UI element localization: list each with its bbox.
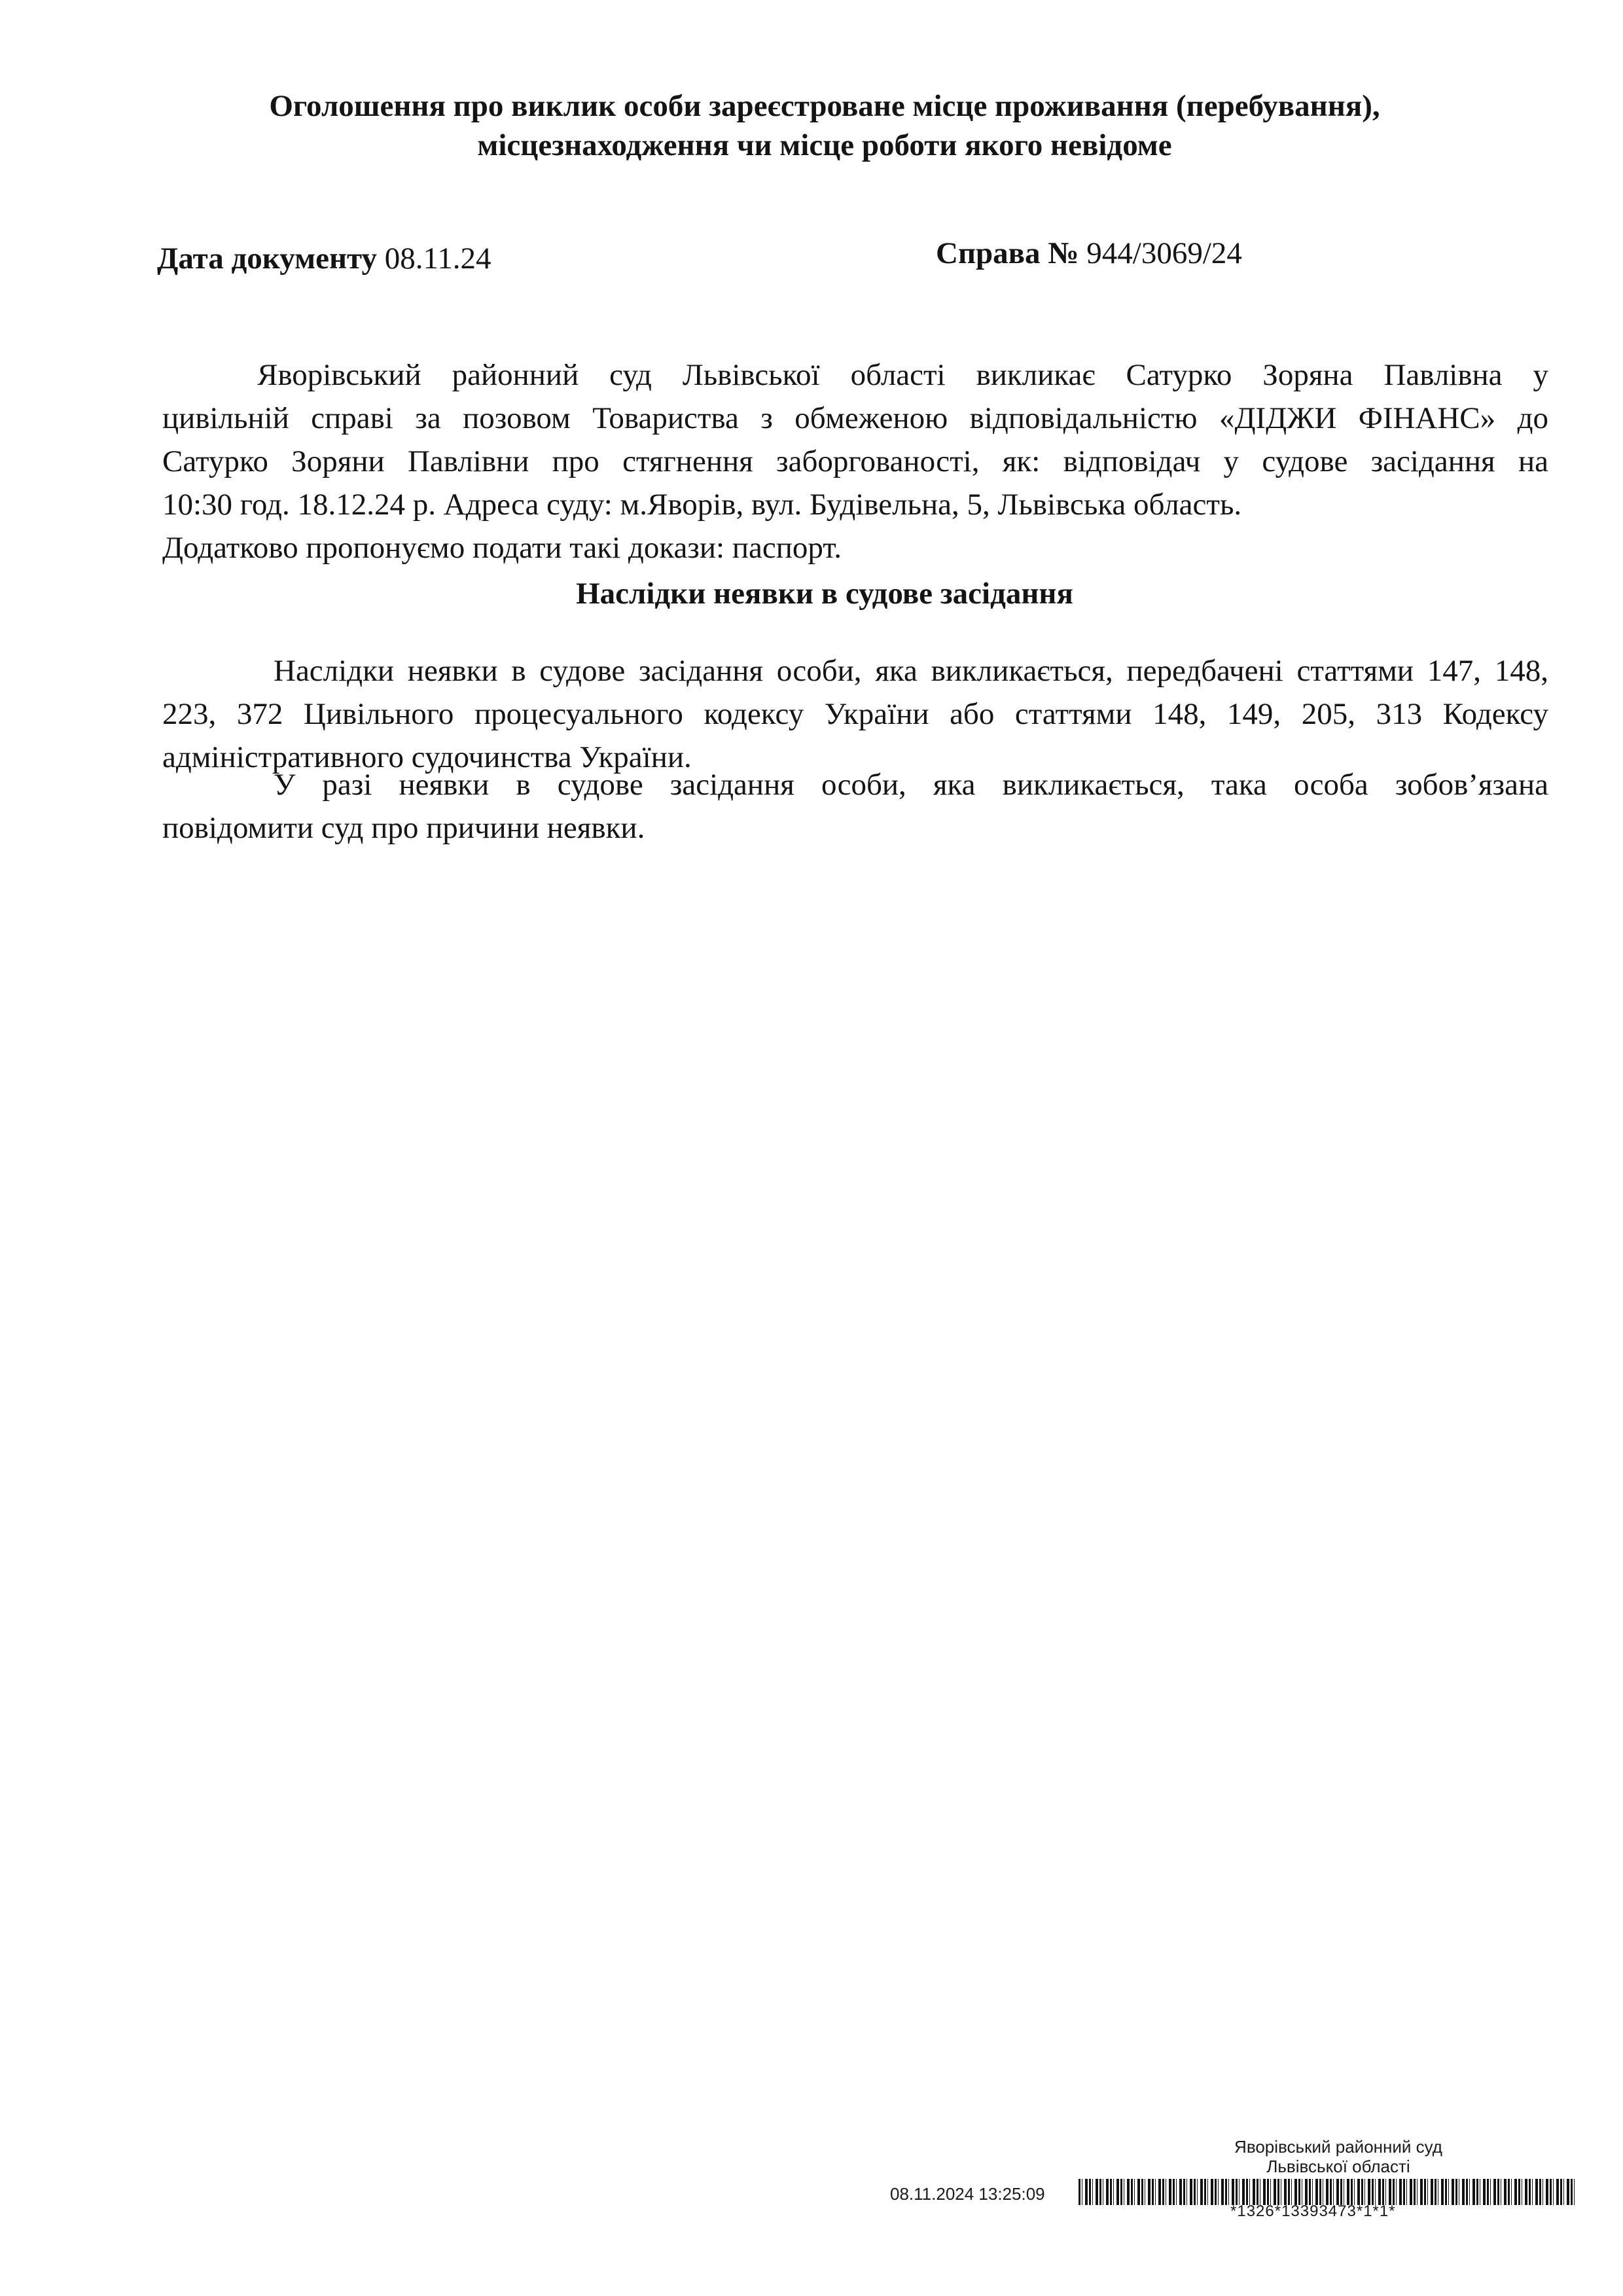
title-line-1: Оголошення про виклик особи зареєстроване місце проживання (перебування),: [269, 89, 1380, 123]
summons-paragraph: [162, 353, 1548, 569]
barcode: [1079, 2179, 1577, 2205]
summons-line-1: Яворівський районний суд Львівської області викликає Сатурко Зоряна Павлівна у: [257, 358, 1548, 392]
consequences-paragraph-2: [162, 763, 1548, 850]
stamp-court-line-1: Яворівський районний суд: [1234, 2137, 1442, 2157]
stamp-court-line-2: Львівської області: [1266, 2157, 1410, 2176]
case-label: Справа №: [936, 236, 1079, 270]
consequences-p2-line-2: повідомити суд про причини неявки.: [162, 811, 645, 845]
date-value: 08.11.24: [384, 242, 491, 276]
barcode-text: *1326*13393473*1*1*: [1230, 2202, 1396, 2220]
stamp-timestamp: 08.11.2024 13:25:09: [890, 2184, 1045, 2204]
consequences-p1-line-2: 223, 372 Цивільного процесуального кодексу України або статтями 148, 149, 205, 313 Кодексу: [162, 697, 1548, 731]
summons-line-5: Додатково пропонуємо подати такі докази: паспорт.: [162, 531, 842, 565]
consequences-p2-line-1: У разі неявки в судове засідання особи, яка викликається, така особа зобов’язана: [274, 768, 1548, 802]
consequences-p1-line-3: адміністративного судочинства України.: [162, 740, 692, 774]
summons-line-4: 10:30 год. 18.12.24 р. Адреса суду: м.Яворів, вул. Будівельна, 5, Львівська область.: [162, 488, 1242, 522]
summons-line-2: цивільній справі за позовом Товариства з обмеженою відповідальністю «ДІДЖИ ФІНАНС» до: [162, 401, 1548, 435]
document-title: [157, 86, 1492, 165]
consequences-p1-line-1: Наслідки неявки в судове засідання особи, яка викликається, передбачені статтями 147, 148,: [274, 654, 1548, 688]
case-number: [936, 236, 1242, 271]
case-value: 944/3069/24: [1086, 236, 1242, 270]
date-label: Дата документу: [157, 242, 378, 276]
stamp-court: [1214, 2137, 1463, 2176]
title-line-2: місцезнаходження чи місце роботи якого невідоме: [477, 128, 1172, 162]
summons-line-3: Сатурко Зоряни Павлівни про стягнення заборгованості, як: відповідач у судове засідання на: [162, 444, 1548, 478]
consequences-heading: Наслідки неявки в судове засідання: [576, 577, 1073, 611]
consequences-paragraph-1: [162, 649, 1548, 779]
document-date: [157, 241, 491, 276]
